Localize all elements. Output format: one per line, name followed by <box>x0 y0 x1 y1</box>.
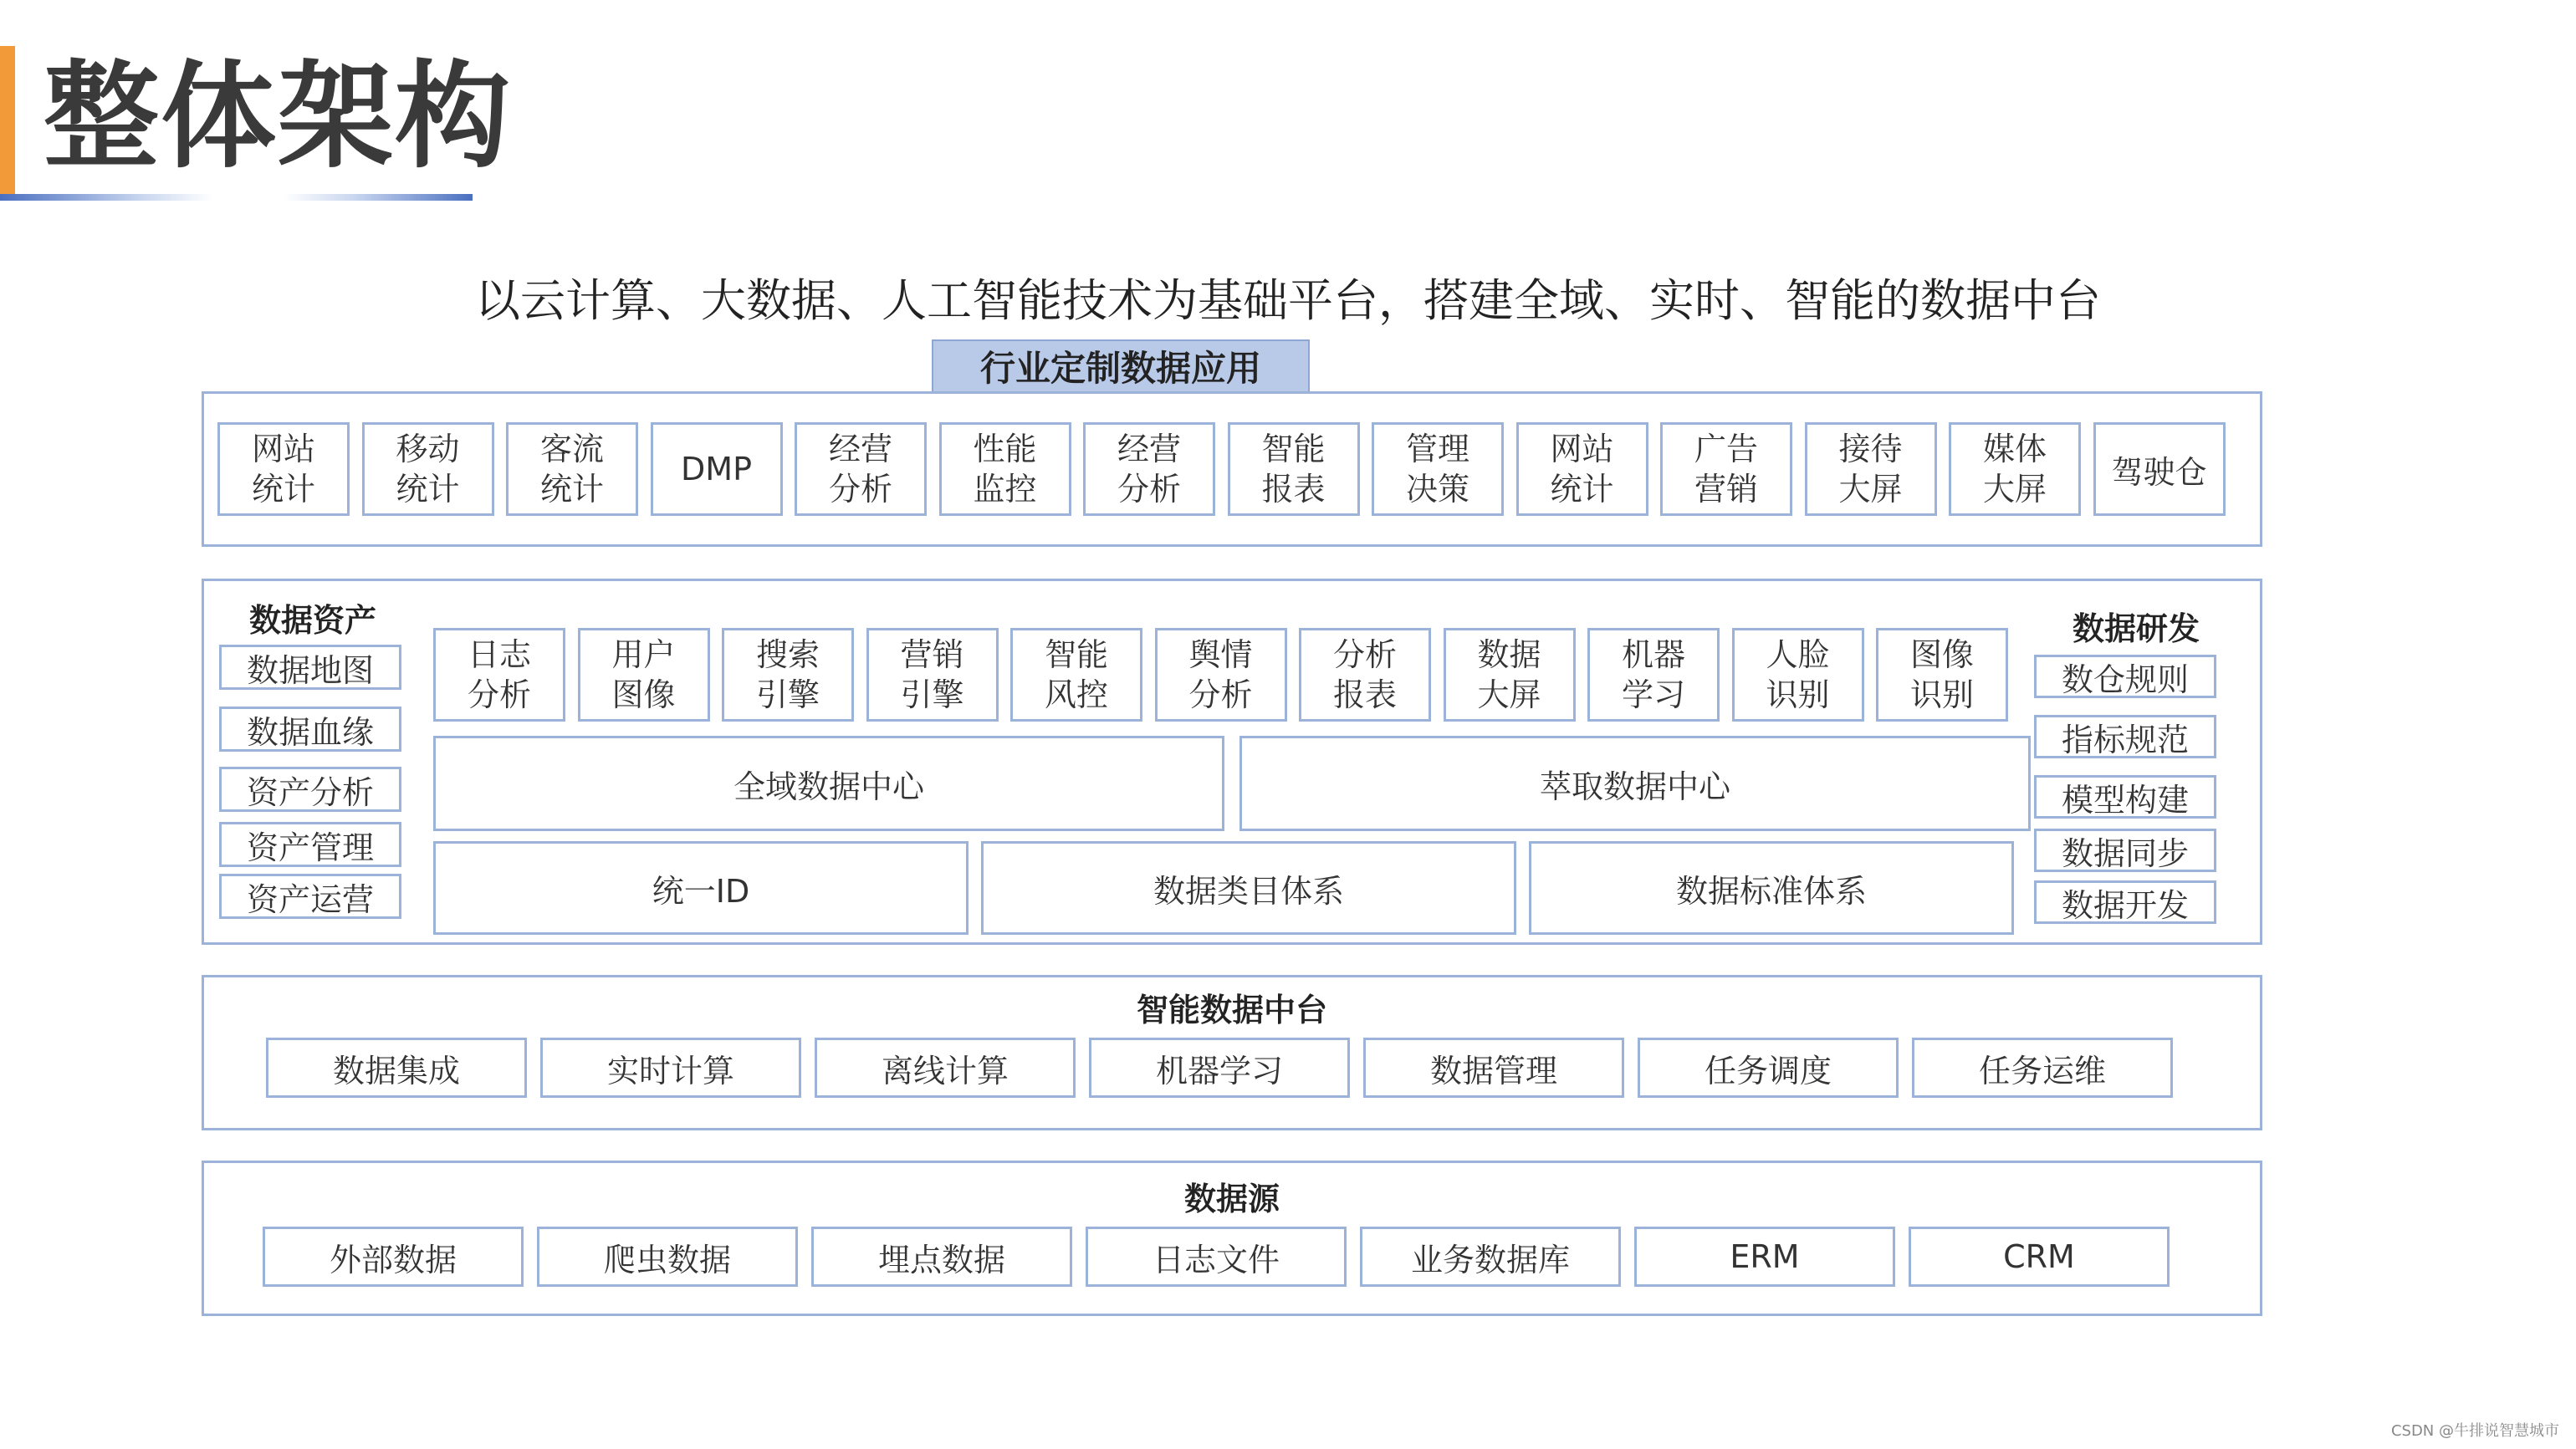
app-item <box>2093 422 2226 516</box>
analysis-app-label: 搜索引擎 <box>756 636 820 713</box>
platform-title: 智能数据中台 <box>1136 992 1327 1028</box>
sources-layer <box>202 1161 2262 1316</box>
analysis-app-label: 机器学习 <box>1622 636 1686 713</box>
analysis-app-item <box>1876 628 2008 722</box>
dev-item: 数据开发 <box>2034 880 2216 924</box>
app-item-label: 接待大屏 <box>1838 431 1903 508</box>
source-item: 外部数据 <box>263 1227 524 1287</box>
center-global: 全域数据中心 <box>433 736 1224 831</box>
app-item <box>1949 422 2081 516</box>
analysis-app-item <box>1587 628 1720 722</box>
platform-item: 离线计算 <box>815 1038 1076 1098</box>
asset-item: 资产分析 <box>219 767 401 812</box>
center-extract: 萃取数据中心 <box>1239 736 2031 831</box>
app-item <box>651 422 783 516</box>
analysis-app-item <box>1299 628 1431 722</box>
app-item-label: 客流统计 <box>540 431 605 508</box>
source-item: 业务数据库 <box>1360 1227 1621 1287</box>
platform-item: 机器学习 <box>1089 1038 1350 1098</box>
analysis-app-item <box>578 628 710 722</box>
app-item-label: 网站统计 <box>252 431 316 508</box>
analysis-app-item <box>1732 628 1864 722</box>
system-standard: 数据标准体系 <box>1529 841 2014 935</box>
app-item-label: 智能报表 <box>1261 431 1326 508</box>
analysis-app-item <box>1010 628 1142 722</box>
app-item-label: 性能监控 <box>973 431 1037 508</box>
app-item <box>1083 422 1215 516</box>
data-dev-title: 数据研发 <box>2072 610 2200 647</box>
analysis-app-label: 日志分析 <box>468 636 532 713</box>
system-unified-id: 统一ID <box>433 841 969 935</box>
source-item: ERM <box>1634 1227 1895 1287</box>
title-underline <box>0 194 473 201</box>
analysis-app-item <box>1155 628 1287 722</box>
analysis-app-label: 图像识别 <box>1910 636 1975 713</box>
analysis-app-item <box>1444 628 1576 722</box>
source-item: 爬虫数据 <box>537 1227 798 1287</box>
analysis-app-label: 舆情分析 <box>1188 636 1253 713</box>
system-category: 数据类目体系 <box>981 841 1516 935</box>
app-item-label: 驾驶仓 <box>2111 453 2207 491</box>
platform-item: 任务运维 <box>1912 1038 2173 1098</box>
app-item <box>362 422 494 516</box>
watermark: CSDN @牛排说智慧城市 <box>2390 1422 2559 1440</box>
app-item-label: 管理决策 <box>1406 431 1470 508</box>
analysis-app-label: 数据大屏 <box>1477 636 1541 713</box>
platform-item: 数据管理 <box>1363 1038 1624 1098</box>
analysis-app-item <box>722 628 854 722</box>
asset-item: 数据地图 <box>219 645 401 690</box>
dev-item: 指标规范 <box>2034 715 2216 758</box>
analysis-app-item <box>866 628 999 722</box>
app-item-label: 媒体大屏 <box>1983 431 2047 508</box>
app-item <box>1228 422 1360 516</box>
page-title: 整体架构 <box>43 49 513 184</box>
app-item-label: 经营分析 <box>1117 431 1182 508</box>
analysis-app-item <box>433 628 565 722</box>
app-item-label: 移动统计 <box>396 431 460 508</box>
app-item <box>506 422 638 516</box>
app-item-label: 经营分析 <box>829 431 893 508</box>
platform-item: 实时计算 <box>540 1038 801 1098</box>
middle-layer <box>202 579 2262 945</box>
asset-item: 资产管理 <box>219 822 401 867</box>
app-item <box>1372 422 1504 516</box>
app-item <box>1805 422 1937 516</box>
app-item <box>1516 422 1648 516</box>
app-item-label: 广告营销 <box>1694 431 1759 508</box>
diagram-subtitle: 以云计算、大数据、人工智能技术为基础平台，搭建全域、实时、智能的数据中台 <box>475 274 2101 327</box>
app-item <box>939 422 1071 516</box>
source-item: CRM <box>1909 1227 2170 1287</box>
asset-item: 资产运营 <box>219 874 401 919</box>
data-assets-title: 数据资产 <box>248 602 376 639</box>
platform-layer <box>202 975 2262 1130</box>
asset-item: 数据血缘 <box>219 707 401 752</box>
app-item <box>217 422 350 516</box>
app-item <box>795 422 927 516</box>
analysis-app-label: 分析报表 <box>1333 636 1398 713</box>
source-item: 埋点数据 <box>811 1227 1072 1287</box>
dev-item: 模型构建 <box>2034 775 2216 819</box>
sources-title: 数据源 <box>1183 1181 1280 1217</box>
analysis-app-label: 用户图像 <box>611 636 676 713</box>
app-item <box>1660 422 1792 516</box>
application-layer <box>202 391 2262 547</box>
platform-item: 任务调度 <box>1638 1038 1899 1098</box>
app-item-label: DMP <box>681 451 752 487</box>
source-item: 日志文件 <box>1086 1227 1347 1287</box>
app-item-label: 网站统计 <box>1550 431 1614 508</box>
dev-item: 数据同步 <box>2034 829 2216 872</box>
application-tab: 行业定制数据应用 <box>932 339 1310 393</box>
title-accent-bar <box>0 46 15 201</box>
analysis-app-label: 智能风控 <box>1045 636 1109 713</box>
analysis-app-label: 营销引擎 <box>900 636 964 713</box>
analysis-app-label: 人脸识别 <box>1766 636 1830 713</box>
dev-item: 数仓规则 <box>2034 655 2216 698</box>
platform-item: 数据集成 <box>266 1038 527 1098</box>
